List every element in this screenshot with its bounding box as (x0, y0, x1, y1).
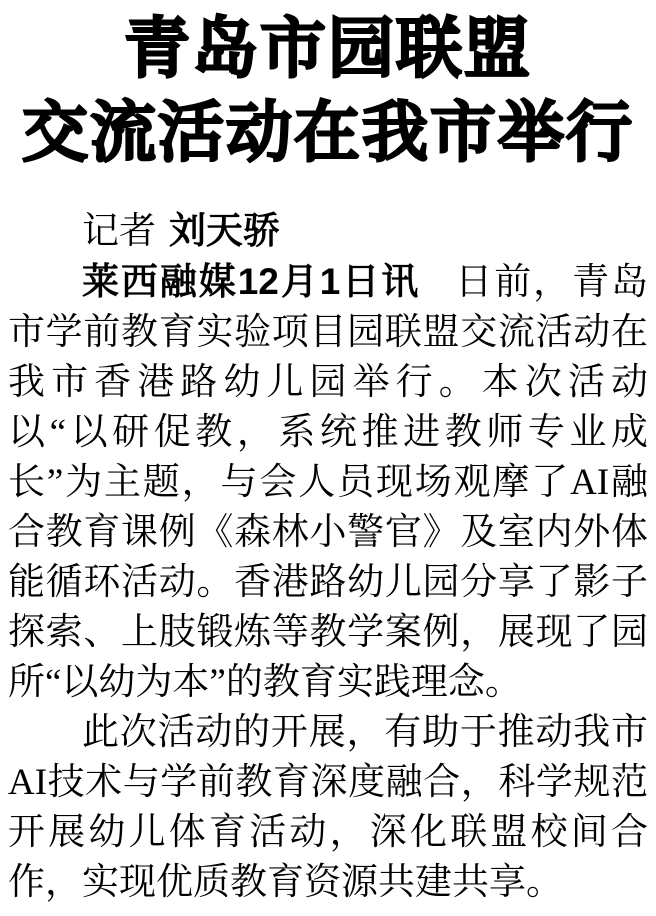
byline-label: 记者 (82, 211, 156, 252)
headline-line-1: 青岛市园联盟 (124, 13, 532, 86)
dateline: 莱西融媒12月1日讯 (82, 261, 421, 302)
byline-reporter-name: 刘天骄 (168, 210, 280, 251)
lede-paragraph (8, 257, 648, 708)
second-paragraph: 此次活动的开展，有助于推动我市AI技术与学前教育深度融合，科学规范开展幼儿体育活动，深化联盟校间合作，实现优质教育资源共建共享。 (8, 712, 648, 903)
article-headline (0, 8, 656, 176)
headline-line-2: 交流活动在我市举行 (22, 97, 634, 170)
lede-text: 日前，青岛市学前教育实验项目园联盟交流活动在我市香港路幼儿园举行。本次活动以“以研促教，系统推进教师专业成长”为主题，与会人员现场观摩了AI融合教育课例《森林小警官》及室内外体能循环活动。香港路幼儿园分享了影子探索、上肢锻炼等教学案例，展现了园所“以幼为本”的教育实践理念。 (8, 262, 649, 703)
byline (8, 206, 648, 257)
article-body (0, 206, 656, 908)
